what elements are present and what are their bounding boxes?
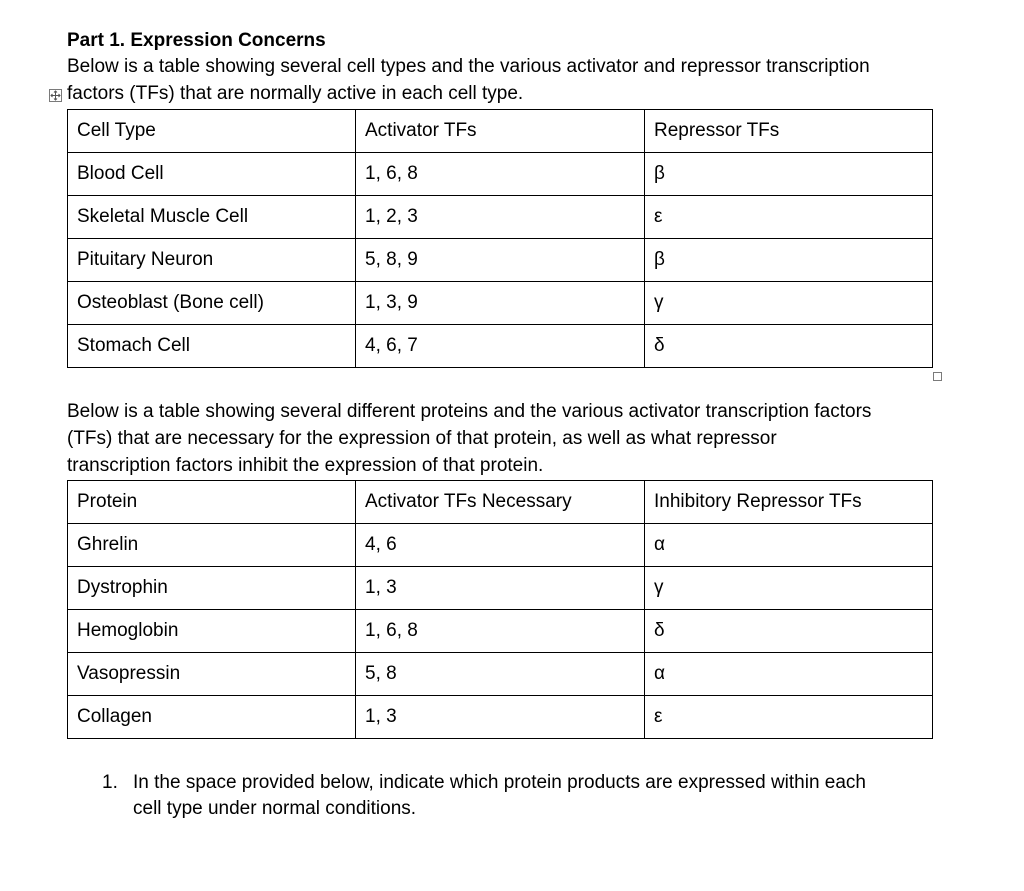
table-cell[interactable]: 5, 8 bbox=[356, 653, 645, 696]
table-row bbox=[68, 239, 933, 282]
table-row bbox=[68, 153, 933, 196]
table-cell[interactable]: 1, 3 bbox=[356, 696, 645, 739]
header-inhibitory-repressor-tfs[interactable]: Inhibitory Repressor TFs bbox=[645, 481, 933, 524]
table-header-row bbox=[68, 481, 933, 524]
table-row bbox=[68, 325, 933, 368]
intro-2-line-3: transcription factors inhibit the expression of that protein. bbox=[67, 455, 544, 476]
table-cell[interactable]: 1, 2, 3 bbox=[356, 196, 645, 239]
intro-1-line-2: factors (TFs) that are normally active in each cell type. bbox=[67, 83, 524, 104]
header-activator-tfs-necessary[interactable]: Activator TFs Necessary bbox=[356, 481, 645, 524]
table-cell[interactable]: δ bbox=[645, 610, 933, 653]
cell-type-table bbox=[67, 109, 933, 368]
table-cell[interactable]: 1, 6, 8 bbox=[356, 153, 645, 196]
table-cell[interactable]: Blood Cell bbox=[68, 153, 356, 196]
table-cell[interactable]: 4, 6, 7 bbox=[356, 325, 645, 368]
question-number: 1. bbox=[102, 772, 118, 793]
table-cell[interactable]: Skeletal Muscle Cell bbox=[68, 196, 356, 239]
table-row bbox=[68, 696, 933, 739]
table-cell[interactable]: Collagen bbox=[68, 696, 356, 739]
question-line-1: In the space provided below, indicate which protein products are expressed within each bbox=[133, 772, 866, 793]
table-row bbox=[68, 282, 933, 325]
header-protein[interactable]: Protein bbox=[68, 481, 356, 524]
table-cell[interactable]: β bbox=[645, 239, 933, 282]
table-cell[interactable]: β bbox=[645, 153, 933, 196]
table-cell[interactable]: γ bbox=[645, 567, 933, 610]
table-cell[interactable]: δ bbox=[645, 325, 933, 368]
table-cell[interactable]: α bbox=[645, 524, 933, 567]
table-row bbox=[68, 610, 933, 653]
table-cell[interactable]: ε bbox=[645, 696, 933, 739]
intro-paragraph-2 bbox=[67, 398, 947, 479]
table-cell[interactable]: Osteoblast (Bone cell) bbox=[68, 282, 356, 325]
table-cell[interactable]: 4, 6 bbox=[356, 524, 645, 567]
table-cell[interactable]: γ bbox=[645, 282, 933, 325]
table-resize-handle[interactable] bbox=[933, 372, 942, 381]
table-cell[interactable]: 1, 6, 8 bbox=[356, 610, 645, 653]
table-row bbox=[68, 567, 933, 610]
table-row bbox=[68, 524, 933, 567]
question-text bbox=[133, 770, 866, 822]
table-cell[interactable]: 5, 8, 9 bbox=[356, 239, 645, 282]
intro-paragraph-1 bbox=[67, 53, 947, 107]
table-row bbox=[68, 653, 933, 696]
table-move-handle-icon[interactable] bbox=[49, 89, 62, 102]
table-cell[interactable]: α bbox=[645, 653, 933, 696]
intro-2-line-1: Below is a table showing several different proteins and the various activator transcription factors bbox=[67, 401, 872, 422]
question-line-2: cell type under normal conditions. bbox=[133, 798, 417, 819]
header-activator-tfs[interactable]: Activator TFs bbox=[356, 110, 645, 153]
table-cell[interactable]: Dystrophin bbox=[68, 567, 356, 610]
table-cell[interactable]: Hemoglobin bbox=[68, 610, 356, 653]
table-header-row bbox=[68, 110, 933, 153]
intro-2-line-2: (TFs) that are necessary for the expression of that protein, as well as what repressor bbox=[67, 428, 777, 449]
table-cell[interactable]: Stomach Cell bbox=[68, 325, 356, 368]
header-cell-type[interactable]: Cell Type bbox=[68, 110, 356, 153]
table-row bbox=[68, 196, 933, 239]
table-cell[interactable]: Vasopressin bbox=[68, 653, 356, 696]
table-cell[interactable]: Pituitary Neuron bbox=[68, 239, 356, 282]
intro-1-line-1: Below is a table showing several cell types and the various activator and repressor transcription bbox=[67, 56, 870, 77]
section-heading: Part 1. Expression Concerns bbox=[67, 30, 326, 51]
protein-table bbox=[67, 480, 933, 739]
header-repressor-tfs[interactable]: Repressor TFs bbox=[645, 110, 933, 153]
table-cell[interactable]: ε bbox=[645, 196, 933, 239]
table-cell[interactable]: 1, 3, 9 bbox=[356, 282, 645, 325]
table-cell[interactable]: 1, 3 bbox=[356, 567, 645, 610]
table-cell[interactable]: Ghrelin bbox=[68, 524, 356, 567]
